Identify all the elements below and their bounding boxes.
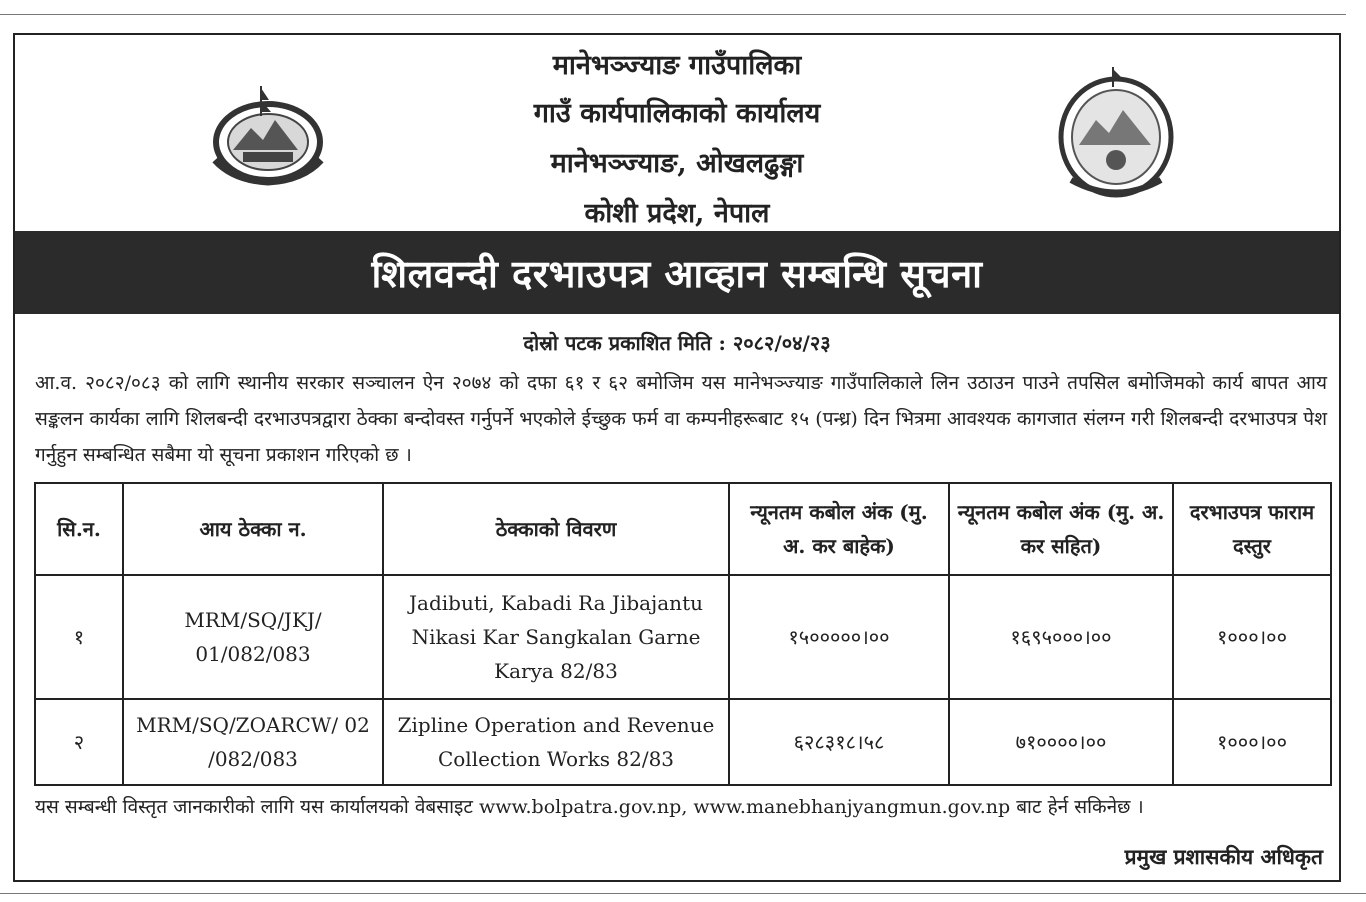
col-header-description: ठेक्काको विवरण <box>383 483 729 575</box>
table-row <box>35 699 1331 785</box>
cell-min-bid-incl-vat: ७१००००।०० <box>949 699 1173 785</box>
contract-table <box>34 482 1332 786</box>
intro-paragraph: आ.व. २०८२/०८३ को लागि स्थानीय सरकार सञ्चालन ऐन २०७४ को दफा ६१ र ६२ बमोजिम यस मानेभञ्ज्याङ गाउँपालिकाले लिन उठाउन पाउने तपसिल बमोजिमको कार्य बापत आय सङ्कलन कार्यका लागि शिलबन्दी दरभाउपत्रद्वारा ठेक्का बन्दोवस्त गर्नुपर्ने भएकोले ईच्छुक फर्म वा कम्पनीहरूबाट १५ (पन्ध्र) दिन भित्रमा आवश्यक कागजात संलग्न गरी शिलबन्दी दरभाउपत्र पेश गर्नुहुन सम्बन्धित सबैमा यो सूचना प्रकाशन गरिएको छ । <box>35 372 1327 466</box>
province-country: कोशी प्रदेश, नेपाल <box>584 198 770 229</box>
cell-form-fee: १०००।०० <box>1173 575 1331 699</box>
col-header-min-bid-incl-vat: न्यूनतम कबोल अंक (मु. अ. कर सहित) <box>949 483 1173 575</box>
notice-title-band <box>15 231 1339 314</box>
cell-description: Zipline Operation and Revenue Collection Works 82/83 <box>383 699 729 785</box>
notice-frame <box>13 33 1341 882</box>
publish-date-line: दोस्रो पटक प्रकाशित मिति : २०८२/०४/२३ <box>523 331 831 355</box>
notice-header <box>15 35 1339 231</box>
col-header-form-fee: दरभाउपत्र फाराम दस्तुर <box>1173 483 1331 575</box>
col-header-min-bid-excl-vat: न्यूनतम कबोल अंक (मु. अ. कर बाहेक) <box>729 483 949 575</box>
notice-title: शिलवन्दी दरभाउपत्र आव्हान सम्बन्धि सूचना <box>371 250 983 296</box>
cell-sn: २ <box>35 699 123 785</box>
office-location: मानेभञ्ज्याङ, ओखलढुङ्गा <box>550 148 804 179</box>
office-name: गाउँ कार्यपालिकाको कार्यालय <box>533 98 821 129</box>
cell-sn: १ <box>35 575 123 699</box>
col-header-contract-no: आय ठेक्का न. <box>123 483 383 575</box>
col-header-sn: सि.न. <box>35 483 123 575</box>
cell-form-fee: १०००।०० <box>1173 699 1331 785</box>
bottom-rule <box>0 893 1366 894</box>
footer-note: यस सम्बन्धी विस्तृत जानकारीको लागि यस कार्यालयको वेबसाइट www.bolpatra.gov.np, www.manebhanjyangmun.gov.np बाट हेर्न सकिनेछ । <box>35 796 1144 818</box>
cell-min-bid-incl-vat: १६९५०००।०० <box>949 575 1173 699</box>
top-rule <box>0 14 1346 15</box>
cell-contract-no: MRM/SQ/JKJ/ 01/082/083 <box>123 575 383 699</box>
municipality-name: मानेभञ्ज्याङ गाउँपालिका <box>552 50 802 81</box>
table-header-row <box>35 483 1331 575</box>
cell-min-bid-excl-vat: ६२८३१८।५८ <box>729 699 949 785</box>
table-row <box>35 575 1331 699</box>
signature: प्रमुख प्रशासकीय अधिकृत <box>1124 844 1323 869</box>
cell-description: Jadibuti, Kabadi Ra Jibajantu Nikasi Kar Sangkalan Garne Karya 82/83 <box>383 575 729 699</box>
cell-min-bid-excl-vat: १५०००००।०० <box>729 575 949 699</box>
cell-contract-no: MRM/SQ/ZOARCW/ 02 /082/083 <box>123 699 383 785</box>
municipality-logo-icon <box>1051 65 1181 205</box>
